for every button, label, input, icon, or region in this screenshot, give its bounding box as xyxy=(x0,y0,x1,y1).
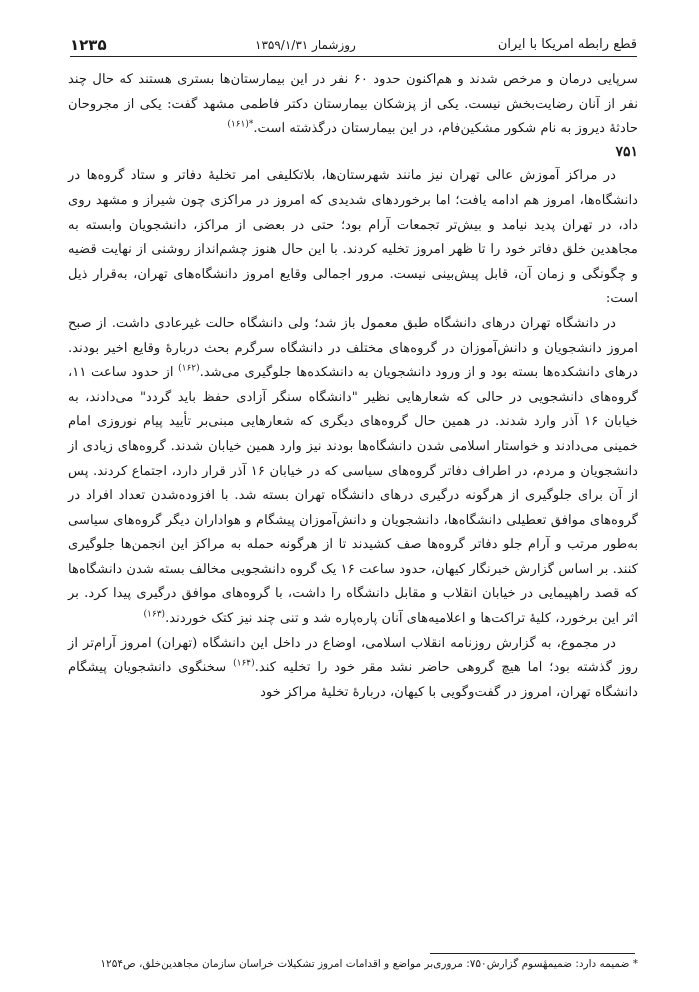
paragraph-3-text-b: از حدود ساعت ۱۱، گروه‌های دانشجویی در حالی که شعارهایی نظیر "دانشگاه سنگر آزادی حفظ باید گردد" می‌دادند، به خیابان ۱۶ آذر وارد شدند. در همین حال گروه‌های دیگری که شعارهایی مبنی‌بر تأیید پیام نوروزی امام خمینی می‌دادند و خواستار اسلامی شدن دانشگاه‌ها بودند نیز وارد همین خیابان شدند. گروه‌های زیادی از دانشجویان و مردم، در اطراف دفاتر گروه‌های سیاسی که در خیابان ۱۶ آذر قرار دارد، اجتماع کردند. پس از آن برای جلوگیری از هرگونه درگیری درهای دانشگاه تهران بسته شد. با افزوده‌شدن تعداد افراد در گروه‌های موافق تعطیلی دانشگاه‌ها، دانشجویان و دانش‌آموزان پیشگام و هواداران دیگر گروه‌های سیاسی به‌طور مرتب و آرام جلو دفاتر گروه‌ها صف کشیدند تا از هرگونه حمله به مراکز این انجمن‌ها جلوگیری کنند. بر اساس گزارش خبرنگار کیهان، حدود ساعت ۱۶ یک گروه دانشجویی مخالف بسته شدن دانشگاه‌ها که قصد راهپیمایی در خیابان انقلاب و مقابل دانشگاه را داشت، با گروه‌های موافق درگیری پیدا کرد. بر اثر این برخورد، کلیهٔ تراکت‌ها و اعلامیه‌های آنان پاره‌پاره شد و تنی چند نیز کتک خوردند. xyxy=(68,365,639,627)
footnote-divider xyxy=(430,953,635,954)
paragraph-1 xyxy=(68,68,638,142)
page-number: ۱۲۳۵ xyxy=(70,36,107,54)
footnote-ref: (۱۶۳) xyxy=(143,609,166,620)
paragraph-1-text: سرپایی درمان و مرخص شدند و هم‌اکنون حدود ۶۰ نفر در این بیمارستان‌ها بستری هستند که حال چند نفر از آنان رضایت‌بخش نیست. یکی از پزشکان بیمارستان دکتر فاطمی مشهد گفت: یکی از مجروحان حادثهٔ دیروز به نام شکور مشکین‌فام، در این بیمارستان درگذشته است. xyxy=(68,72,638,137)
footnote-ref: (۱۶۴) xyxy=(233,658,255,669)
body-text xyxy=(68,68,638,705)
paragraph-3 xyxy=(68,312,638,632)
paragraph-4-text-b: سخنگوی دانشجویان پیشگام دانشگاه تهران، امروز در گفت‌وگویی با کیهان، دربارهٔ تخلیهٔ مراکز خود xyxy=(68,660,638,700)
running-header xyxy=(70,34,637,57)
paragraph-4-text-a: در مجموع، به گزارش روزنامه انقلاب اسلامی، اوضاع در داخل این دانشگاه (تهران) امروز آرام‌تر از روز گذشته بود؛ اما هیچ گروهی حاضر نشد مقر خود را تخلیه کند. xyxy=(68,635,638,676)
item-number: ۷۵۱ xyxy=(615,143,638,160)
paragraph-3-text-a: در دانشگاه تهران درهای دانشگاه طبق معمول باز شد؛ ولی دانشگاه حالت غیرعادی داشت. از صبح امروز دانشجویان و دانش‌آموزان در گروه‌های مختلف در دانشگاه سرگرم بحث دربارهٔ وقایع اخیر بودند. درهای دانشکده‌ها بسته بود و از ورود دانشجویان به دانشکده‌ها جلوگیری می‌شد. xyxy=(68,315,638,381)
paragraph-4 xyxy=(68,632,638,706)
footnote-ref: (۱۶۲) xyxy=(178,363,200,374)
footnote: * ضمیمه دارد: ضمیمهٔسوم گزارش۷۵۰: مروری‌بر مواضع و اقدامات امروز تشکیلات خراسان سازمان مجاهدین‌خلق، ص۱۲۵۴ xyxy=(100,958,638,970)
footnote-ref: *(۱۶۱) xyxy=(227,119,254,130)
date-label: روزشمار ۱۳۵۹/۱/۳۱ xyxy=(255,38,356,52)
book-title: قطع رابطه امریکا با ایران xyxy=(497,37,637,52)
paragraph-2: در مراکز آموزش عالی تهران نیز مانند شهرستان‌ها، بلاتکلیفی امر تخلیهٔ دفاتر و ستاد گروه‌ها در دانشگاه‌ها، امروز هم ادامه یافت؛ اما برخوردهای شدیدی که امروز در مراکزی چون شیراز و مشهد روی داد، در تهران پدید نیامد و بیش‌تر تجمعات آرام بود؛ حتی در بعضی از مراکز، دانشجویان وابسته به مجاهدین خلق دفاتر خود را تا ظهر امروز تخلیه کردند. با این حال هنوز چشم‌انداز روشنی از نهایت قضیه و چگونگی و زمان آن، قابل پیش‌بینی نیست. مرور اجمالی وقایع امروز دانشگاه‌های تهران، به‌قرار ذیل است: xyxy=(68,168,638,307)
